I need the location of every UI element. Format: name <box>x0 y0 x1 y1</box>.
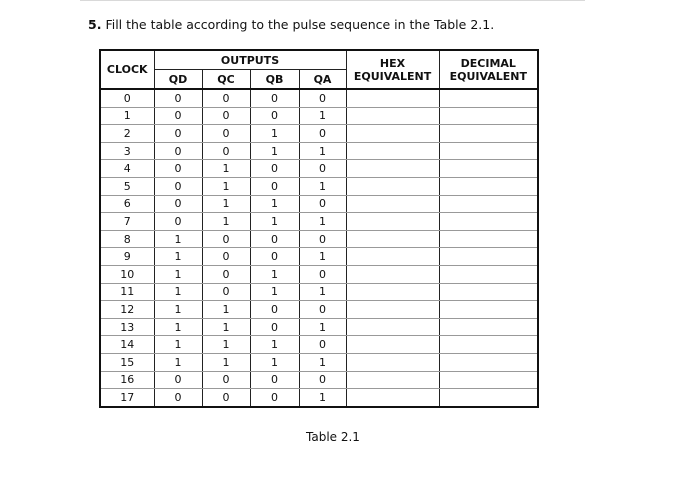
cell-qa: 1 <box>299 389 346 407</box>
cell-hex[interactable] <box>346 389 439 407</box>
cell-dec[interactable] <box>439 301 538 319</box>
header-clock: CLOCK <box>100 50 154 89</box>
table-row <box>100 177 538 195</box>
cell-qb: 1 <box>250 142 299 160</box>
cell-qa: 1 <box>299 248 346 266</box>
cell-dec[interactable] <box>439 177 538 195</box>
cell-qa: 0 <box>299 230 346 248</box>
cell-hex[interactable] <box>346 142 439 160</box>
table-row <box>100 89 538 107</box>
header-dec-line2: EQUIVALENT <box>449 69 527 83</box>
table-row <box>100 336 538 354</box>
cell-clock: 11 <box>100 283 154 301</box>
table-row <box>100 283 538 301</box>
cell-qc: 0 <box>202 142 250 160</box>
cell-qd: 0 <box>154 107 202 125</box>
cell-qa: 0 <box>299 89 346 107</box>
cell-hex[interactable] <box>346 89 439 107</box>
cell-qb: 0 <box>250 371 299 389</box>
cell-qd: 1 <box>154 301 202 319</box>
cell-qb: 0 <box>250 230 299 248</box>
cell-dec[interactable] <box>439 142 538 160</box>
cell-qb: 1 <box>250 353 299 371</box>
cell-qb: 1 <box>250 265 299 283</box>
cell-dec[interactable] <box>439 160 538 178</box>
cell-qa: 1 <box>299 177 346 195</box>
cell-qa: 0 <box>299 195 346 213</box>
cell-clock: 2 <box>100 125 154 143</box>
cell-dec[interactable] <box>439 248 538 266</box>
table-row <box>100 248 538 266</box>
cell-hex[interactable] <box>346 283 439 301</box>
cell-qb: 0 <box>250 301 299 319</box>
cell-dec[interactable] <box>439 265 538 283</box>
cell-qc: 1 <box>202 195 250 213</box>
cell-qa: 1 <box>299 353 346 371</box>
cell-hex[interactable] <box>346 248 439 266</box>
cell-qc: 0 <box>202 125 250 143</box>
cell-dec[interactable] <box>439 371 538 389</box>
cell-qb: 1 <box>250 195 299 213</box>
table-body <box>100 89 538 407</box>
cell-qd: 0 <box>154 177 202 195</box>
cell-clock: 3 <box>100 142 154 160</box>
cell-qb: 0 <box>250 89 299 107</box>
cell-hex[interactable] <box>346 213 439 231</box>
cell-qb: 0 <box>250 160 299 178</box>
table-row <box>100 353 538 371</box>
cell-dec[interactable] <box>439 389 538 407</box>
cell-hex[interactable] <box>346 301 439 319</box>
cell-clock: 15 <box>100 353 154 371</box>
cell-dec[interactable] <box>439 283 538 301</box>
cell-hex[interactable] <box>346 336 439 354</box>
table-row <box>100 107 538 125</box>
cell-qc: 0 <box>202 248 250 266</box>
cell-qa: 1 <box>299 142 346 160</box>
table-row <box>100 371 538 389</box>
cell-qb: 1 <box>250 283 299 301</box>
cell-qc: 0 <box>202 89 250 107</box>
cell-clock: 7 <box>100 213 154 231</box>
cell-qd: 0 <box>154 89 202 107</box>
header-qd: QD <box>154 70 202 90</box>
table-row <box>100 265 538 283</box>
cell-qc: 1 <box>202 353 250 371</box>
header-decimal <box>439 50 538 89</box>
cell-qa: 0 <box>299 160 346 178</box>
cell-qc: 1 <box>202 318 250 336</box>
header-dec-line1: DECIMAL <box>460 56 516 70</box>
question-number: 5. <box>88 17 102 32</box>
cell-hex[interactable] <box>346 318 439 336</box>
cell-qb: 0 <box>250 177 299 195</box>
cell-clock: 9 <box>100 248 154 266</box>
cell-hex[interactable] <box>346 371 439 389</box>
table-row <box>100 389 538 407</box>
cell-qd: 1 <box>154 230 202 248</box>
cell-qc: 1 <box>202 177 250 195</box>
header-qb: QB <box>250 70 299 90</box>
cell-qa: 0 <box>299 125 346 143</box>
table-row <box>100 195 538 213</box>
cell-qa: 1 <box>299 318 346 336</box>
cell-qb: 0 <box>250 389 299 407</box>
cell-qa: 0 <box>299 265 346 283</box>
question-text <box>88 17 494 32</box>
cell-qc: 0 <box>202 283 250 301</box>
cell-qd: 1 <box>154 336 202 354</box>
cell-clock: 1 <box>100 107 154 125</box>
cell-qc: 0 <box>202 371 250 389</box>
cell-qb: 0 <box>250 248 299 266</box>
cell-qb: 0 <box>250 107 299 125</box>
header-qc: QC <box>202 70 250 90</box>
cell-hex[interactable] <box>346 107 439 125</box>
cell-dec[interactable] <box>439 213 538 231</box>
cell-qd: 0 <box>154 160 202 178</box>
cell-clock: 5 <box>100 177 154 195</box>
cell-qc: 0 <box>202 107 250 125</box>
cell-qc: 0 <box>202 265 250 283</box>
table-row <box>100 125 538 143</box>
cell-qd: 0 <box>154 213 202 231</box>
cell-qd: 1 <box>154 265 202 283</box>
cell-qb: 0 <box>250 318 299 336</box>
cell-dec[interactable] <box>439 230 538 248</box>
cell-qd: 0 <box>154 195 202 213</box>
table-row <box>100 213 538 231</box>
table-row <box>100 318 538 336</box>
question-body: Fill the table according to the pulse sequence in the Table 2.1. <box>105 17 495 32</box>
cell-dec[interactable] <box>439 195 538 213</box>
cell-hex[interactable] <box>346 230 439 248</box>
table-row <box>100 230 538 248</box>
cell-clock: 17 <box>100 389 154 407</box>
table-row <box>100 142 538 160</box>
cell-clock: 0 <box>100 89 154 107</box>
cell-clock: 10 <box>100 265 154 283</box>
cell-dec[interactable] <box>439 107 538 125</box>
header-qa: QA <box>299 70 346 90</box>
cell-qb: 1 <box>250 213 299 231</box>
cell-qa: 1 <box>299 107 346 125</box>
cell-qd: 0 <box>154 371 202 389</box>
cell-dec[interactable] <box>439 318 538 336</box>
cell-qd: 1 <box>154 248 202 266</box>
cell-qd: 1 <box>154 318 202 336</box>
cell-qc: 1 <box>202 336 250 354</box>
cell-clock: 8 <box>100 230 154 248</box>
table-caption: Table 2.1 <box>306 430 360 444</box>
cell-qc: 0 <box>202 230 250 248</box>
cell-dec[interactable] <box>439 336 538 354</box>
header-hex-line2: EQUIVALENT <box>353 69 432 83</box>
cell-hex[interactable] <box>346 125 439 143</box>
cell-qa: 0 <box>299 371 346 389</box>
cell-qc: 1 <box>202 213 250 231</box>
cell-clock: 13 <box>100 318 154 336</box>
cell-qd: 0 <box>154 389 202 407</box>
cell-qa: 0 <box>299 336 346 354</box>
cell-clock: 4 <box>100 160 154 178</box>
cell-qa: 1 <box>299 213 346 231</box>
cell-qa: 1 <box>299 283 346 301</box>
table-row <box>100 160 538 178</box>
cell-qa: 0 <box>299 301 346 319</box>
cell-qd: 1 <box>154 353 202 371</box>
cell-qd: 0 <box>154 142 202 160</box>
cell-hex[interactable] <box>346 177 439 195</box>
cell-dec[interactable] <box>439 353 538 371</box>
cell-qb: 1 <box>250 125 299 143</box>
cell-hex[interactable] <box>346 195 439 213</box>
cell-qd: 1 <box>154 283 202 301</box>
cell-hex[interactable] <box>346 265 439 283</box>
cell-hex[interactable] <box>346 160 439 178</box>
cell-hex[interactable] <box>346 353 439 371</box>
cell-dec[interactable] <box>439 125 538 143</box>
cell-clock: 12 <box>100 301 154 319</box>
cell-clock: 14 <box>100 336 154 354</box>
cell-qb: 1 <box>250 336 299 354</box>
top-divider <box>80 0 585 1</box>
cell-qc: 1 <box>202 301 250 319</box>
table-row <box>100 301 538 319</box>
cell-clock: 16 <box>100 371 154 389</box>
cell-clock: 6 <box>100 195 154 213</box>
cell-qd: 0 <box>154 125 202 143</box>
header-hex-line1: HEX <box>379 56 406 70</box>
header-hex <box>346 50 439 89</box>
cell-qc: 1 <box>202 160 250 178</box>
pulse-table <box>99 49 539 408</box>
cell-dec[interactable] <box>439 89 538 107</box>
cell-qc: 0 <box>202 389 250 407</box>
header-outputs: OUTPUTS <box>154 50 346 70</box>
